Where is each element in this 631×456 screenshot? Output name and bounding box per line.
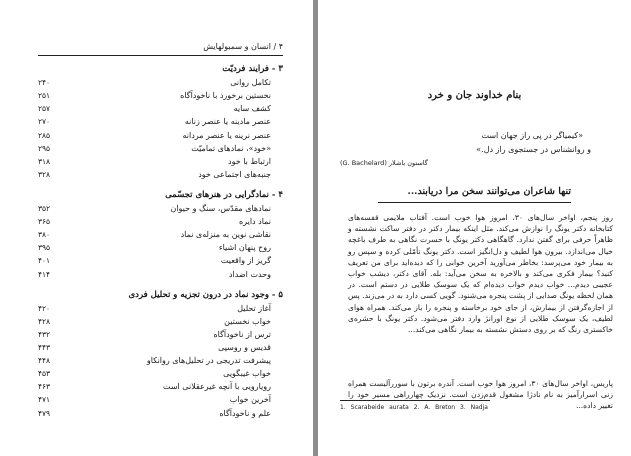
section-subtitle: تنها شاعران می‌توانند سخن مرا دریابند... [407, 186, 571, 197]
toc-entry [38, 115, 283, 128]
paragraph-text: پاریس، اواخر سال‌های ۳۰، امروز هوا خوب است. آندره برتون با سوررآلیست همراه زنی اسرارآمیز به نام نادژا مشغول قدم‌زدن است. نزدیک چهارراهی مسیر خود را تغییر داده... [348, 379, 613, 411]
toc-entry [38, 407, 283, 420]
toc-entry-title: رویارویی با آنچه غیرعقلانی است [162, 382, 271, 392]
toc-entry [38, 168, 283, 181]
toc-entry-title: عنصر نرینه یا عنصر مردانه [182, 130, 271, 140]
toc-page-number: ۲۷۰ [38, 117, 51, 127]
body-paragraph-1 [348, 212, 613, 335]
toc-entry [38, 254, 283, 267]
epigraph-attribution: (G. Bachelard) گاستون باشلار [340, 159, 428, 167]
toc-entry-title: کشف سایه [233, 104, 271, 114]
toc-entry [38, 215, 283, 228]
toc-chapter-heading [38, 289, 283, 302]
toc-entry-title: پیشرفت تدریجی در تحلیل‌های روانکاو [146, 356, 271, 366]
toc-page-number: ۴۷۱ [38, 395, 51, 405]
toc-entry [38, 315, 283, 328]
toc-entry [38, 89, 283, 102]
toc-entry-title: نخستین برخورد با ناخودآگاه [180, 91, 271, 101]
toc-entry [38, 268, 283, 281]
toc-page-number: ۴۲۸ [38, 316, 51, 326]
subtitle-rule [378, 202, 571, 203]
toc-page-number: ۴۴۸ [38, 356, 51, 366]
toc-page-number: ۲۵۷ [38, 104, 51, 114]
toc-entry-title: علم و ناخودآگاه [219, 408, 271, 418]
toc-page-number: ۴۵۳ [38, 369, 51, 379]
toc-page-number: ۴۶۳ [38, 382, 51, 392]
toc-entry-title: روح پنهان اشیاء [218, 243, 271, 253]
toc-page-number: ۲۹۵ [38, 143, 51, 153]
toc-entry-title: قدیس و روسپی [218, 343, 271, 352]
toc-entry-title: تکامل روانی [230, 78, 271, 88]
toc-entry [38, 380, 283, 393]
toc-chapter-heading [38, 63, 283, 76]
toc-entry [38, 155, 283, 168]
toc-entry-title: خواب نخستین [224, 316, 271, 326]
toc-entry [38, 202, 283, 215]
toc-entry [38, 241, 283, 254]
toc-page-number: ۳۲۸ [38, 169, 51, 179]
toc-entry-title: وحدت اضداد [228, 269, 271, 279]
toc-page-number: ۳۱۸ [38, 156, 51, 166]
toc-page-number: ۴۴۳ [38, 343, 51, 352]
toc-entry-title: نمادهای مقدّس، سنگ و حیوان [170, 204, 271, 213]
toc-entry-title: ۵ - وجود نماد در درون تجزیه و تحلیل فردی [128, 289, 283, 300]
toc-entry-title: ترس از ناخودآگاه [213, 329, 271, 339]
toc-page-number: ۳۵۲ [38, 204, 51, 213]
toc-entry-title: «خود»، نمادهای تمامیّت [191, 143, 271, 153]
toc-page-number: ۲۵۱ [38, 91, 51, 101]
toc-entry-title: آخرین خواب [229, 395, 271, 405]
toc-entry [38, 328, 283, 341]
toc-entry [38, 142, 283, 155]
toc-page-number: ۴۷۹ [38, 408, 51, 418]
toc-entry [38, 102, 283, 115]
toc-entry-title: ۴ - نمادگرایی در هنرهای تجسّمی [165, 189, 283, 200]
toc-chapter-heading [38, 189, 283, 202]
footnotes: 1. Scarabeide aurata 2. A. Breton 3. Nadja [340, 404, 488, 411]
toc-entry [38, 129, 283, 142]
toc-entry [38, 302, 283, 315]
toc-page-number: ۳۶۵ [38, 217, 51, 227]
toc-page-number: ۴۲۰ [38, 303, 51, 313]
epigraph-line-1: «کیمیاگر در پی راز جهان است [481, 131, 583, 140]
running-head: ۴ / انسان و سمبولهایش [203, 42, 283, 51]
toc-entry-title: خواب غیبگویی [223, 369, 271, 379]
paragraph-text: روز پنجم، اواخر سال‌های ۳۰، امروز هوا خوب است. آفتاب ملایمی قفسه‌های کتابخانه دکتر یونگ را نوازش می‌کند. مثل اینکه بیمار دکتر در دفتر ساکت نشسته و ظاهراً حرفی برای گفتن ندارد. گاهگاهی دکتر یونگ با حسرت نگاهی به طرف باغچه خیال می‌اندازد. بیرون هوا لطیف و دل‌انگیز است. دکتر یونگ تأمّلی کرده و سپس رو به بیمار خود می‌پرسد: بخاطر می‌آورید آخرین خوابی را که دیده‌اید برای من تعریف کنید؟ بیمار فکری می‌کند و بالاخره به سخن می‌آید: بله. آقای دکتر، دیشب خواب عجیبی دیدم... خواب دیدم خواب دیده‌ام که یک سوسک طلایی در دستم است. در همان لحظه یونگ صدایی از پشت پنجره می‌شنود. گویی کسی دارد به در می‌زند. پس از اجازه‌گرفتن از بیمارش، از جای خود برخاسته و پنجره را باز می‌کند. همراه هوای لطیف، یک سوسک طلایی از نوع اورانژ وارد دفتر می‌شود. دکتر یونگ با حشره‌ی خاکستری رنگ که بر روی دستش نشسته به بیمار نگاهی می‌کند... [348, 213, 614, 335]
right-page [318, 0, 631, 456]
toc-entry-title: ۳ - فرایند فردیّت [222, 64, 283, 74]
toc-page-number: ۳۹۵ [38, 243, 51, 253]
toc-page-number: ۴۰۱ [38, 256, 51, 266]
table-of-contents [0, 0, 313, 456]
toc-entry-title: نماد دایره [238, 217, 271, 227]
toc-page-number: ۲۸۵ [38, 130, 51, 140]
toc-entry [38, 367, 283, 380]
toc-entry [38, 341, 283, 354]
toc-page-number: ۲۴۰ [38, 78, 51, 88]
left-page [0, 0, 313, 456]
toc-entry [38, 354, 283, 367]
toc-entry-title: جنبه‌های اجتماعی خود [198, 169, 271, 179]
page-title: بنام خداوند جان و خرد [427, 90, 522, 101]
toc-entry-title: نقاشی نوین به منزله‌ی نماد [180, 230, 271, 240]
toc-page-number: ۳۸۰ [38, 230, 51, 240]
epigraph-line-2: و روانشناس در جستجوی راز دل.» [476, 145, 591, 154]
toc-entry [38, 228, 283, 241]
footnote-rule [340, 400, 490, 401]
toc-entry-title: عنصر مادینه یا عنصر زنانه [184, 117, 271, 127]
toc-entry-title: ارتباط با خود [228, 156, 271, 166]
toc-page-number: ۴۱۴ [38, 269, 51, 279]
toc-entry [38, 76, 283, 89]
toc-entry [38, 393, 283, 406]
toc-entry-title: گریز از واقعیت [220, 256, 271, 266]
toc-page-number: ۴۳۲ [38, 329, 51, 339]
toc-entry-title: آغاز تحلیل [237, 303, 271, 313]
